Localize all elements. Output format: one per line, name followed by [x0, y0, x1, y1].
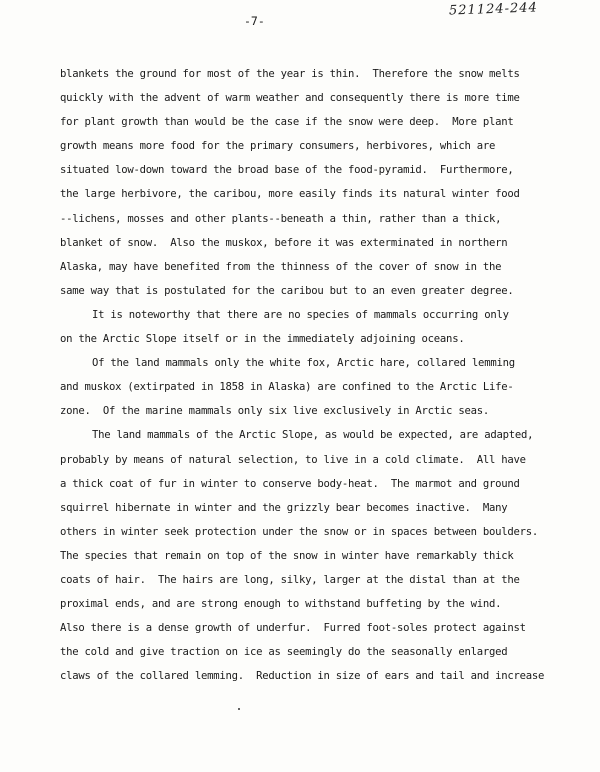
body-text — [60, 62, 546, 688]
stray-mark — [238, 708, 240, 710]
text-line: blankets the ground for most of the year is thin. Therefore the snow melts — [60, 68, 520, 80]
text-line: for plant growth than would be the case if the snow were deep. More plant — [60, 116, 514, 129]
text-line: and muskox (extirpated in 1858 in Alaska) are confined to the Arctic Life- — [60, 381, 514, 394]
text-line: quickly with the advent of warm weather and consequently there is more time — [60, 92, 520, 105]
text-line: squirrel hibernate in winter and the grizzly bear becomes inactive. Many — [60, 501, 508, 514]
text-line: The land mammals of the Arctic Slope, as would be expected, are adapted, — [92, 429, 534, 442]
text-line: claws of the collared lemming. Reduction in size of ears and tail and increase — [60, 670, 545, 683]
text-line: growth means more food for the primary consumers, herbivores, which are — [60, 140, 496, 153]
text-line: others in winter seek protection under the snow or in spaces between boulders. — [60, 525, 538, 538]
text-line: coats of hair. The hairs are long, silky, larger at the distal than at the — [60, 573, 520, 586]
handwritten-note: 521124-244 — [448, 0, 539, 19]
text-line: Also there is a dense growth of underfur. Furred foot-soles protect against — [60, 622, 526, 635]
text-line: proximal ends, and are strong enough to withstand buffeting by the wind. — [60, 598, 502, 611]
text-line: Of the land mammals only the white fox, Arctic hare, collared lemming — [92, 357, 515, 370]
text-line: same way that is postulated for the caribou but to an even greater degree. — [60, 284, 514, 297]
text-line: a thick coat of fur in winter to conserve body-heat. The marmot and ground — [60, 477, 520, 490]
page-number: -7- — [244, 14, 265, 28]
text-line: the large herbivore, the caribou, more easily finds its natural winter food — [60, 188, 520, 201]
text-line: blanket of snow. Also the muskox, before it was exterminated in northern — [60, 236, 508, 249]
text-line: It is noteworthy that there are no species of mammals occurring only — [92, 308, 509, 321]
text-line: on the Arctic Slope itself or in the immediately adjoining oceans. — [60, 333, 465, 346]
text-line: situated low-down toward the broad base of the food-pyramid. Furthermore, — [60, 164, 514, 177]
text-line: probably by means of natural selection, to live in a cold climate. All have — [60, 453, 526, 466]
text-line: the cold and give traction on ice as seemingly do the seasonally enlarged — [60, 646, 508, 659]
text-line: The species that remain on top of the snow in winter have remarkably thick — [60, 549, 514, 562]
text-line: zone. Of the marine mammals only six live exclusively in Arctic seas. — [60, 405, 489, 418]
text-line: --lichens, mosses and other plants--beneath a thin, rather than a thick, — [60, 212, 502, 225]
text-line: Alaska, may have benefited from the thinness of the cover of snow in the — [60, 260, 502, 273]
